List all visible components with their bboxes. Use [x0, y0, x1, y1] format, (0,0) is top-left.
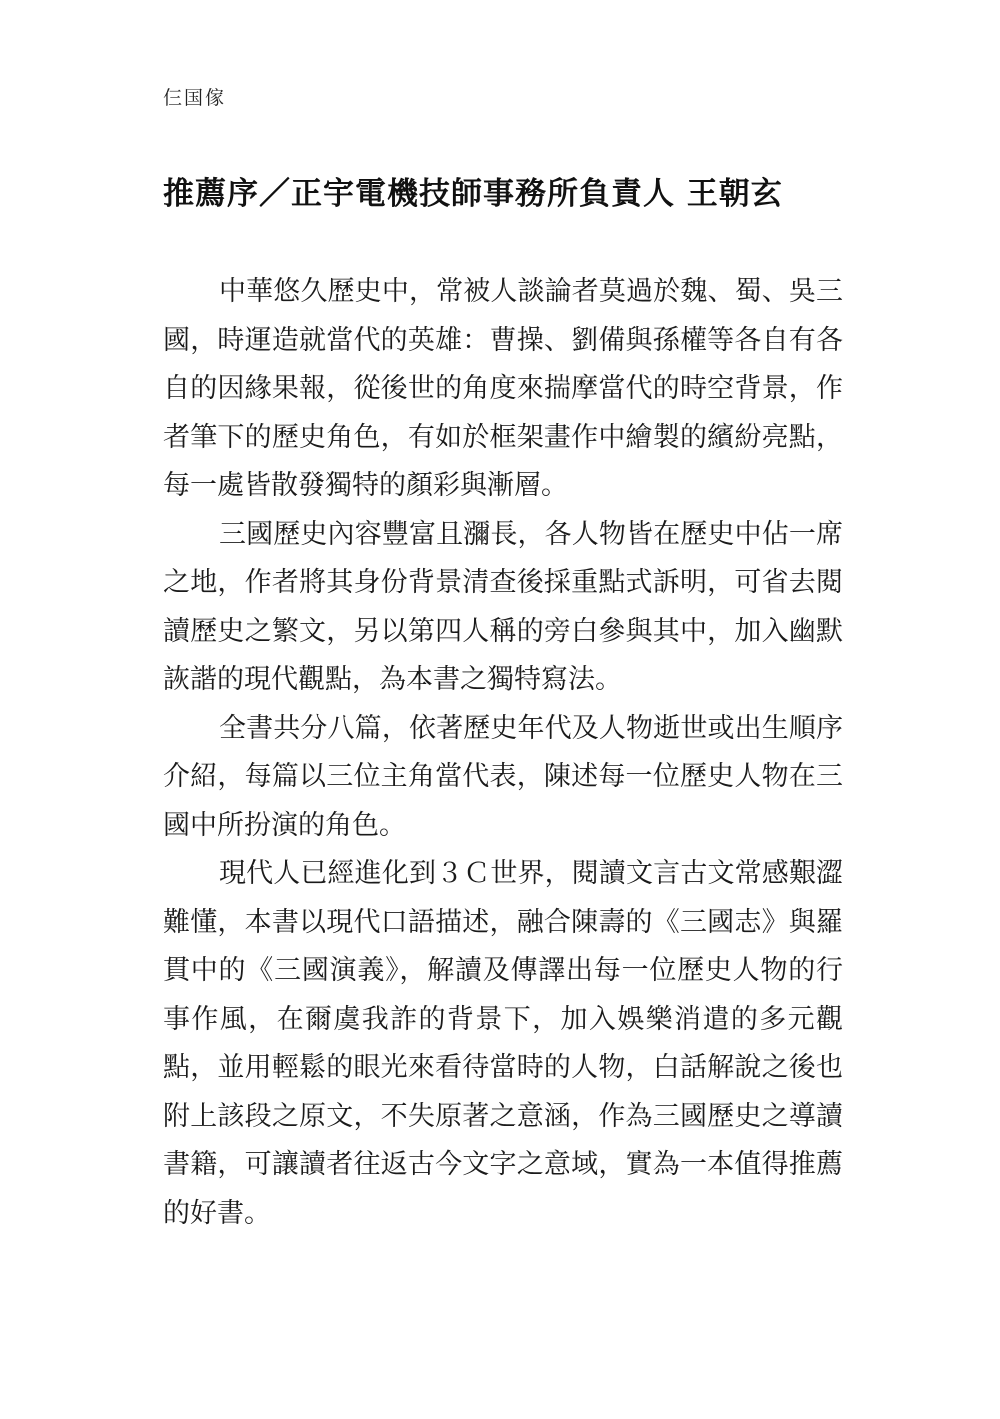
paragraph: 三國歷史內容豐富且瀰長，各人物皆在歷史中佔一席之地，作者將其身份背景清查後採重點式訴明，可省去閱讀歷史之繁文，另以第四人稱的旁白參與其中，加入幽默詼諧的現代觀點，為本書之獨特寫法。 — [163, 518, 843, 695]
running-header: 仨国傢 — [163, 87, 227, 109]
page-title: 推薦序／正宇電機技師事務所負責人 王朝玄 — [163, 176, 783, 212]
article-body — [163, 268, 843, 1238]
paragraph: 中華悠久歷史中，常被人談論者莫過於魏、蜀、吳三國，時運造就當代的英雄：曹操、劉備與孫權等各自有各自的因緣果報，從後世的角度來揣摩當代的時空背景，作者筆下的歷史角色，有如於框架畫作中繪製的繽紛亮點，每一處皆散發獨特的顏彩與漸層。 — [163, 276, 843, 501]
paragraph: 全書共分八篇，依著歷史年代及人物逝世或出生順序介紹，每篇以三位主角當代表，陳述每一位歷史人物在三國中所扮演的角色。 — [163, 712, 843, 841]
paragraph: 現代人已經進化到３Ｃ世界，閱讀文言古文常感艱澀難懂，本書以現代口語描述，融合陳壽的《三國志》與羅貫中的《三國演義》，解讀及傳譯出每一位歷史人物的行事作風，在爾虞我詐的背景下，加入娛樂消遣的多元觀點，並用輕鬆的眼光來看待當時的人物，白話解說之後也附上該段之原文，不失原著之意涵，作為三國歷史之導讀書籍，可讓讀者往返古今文字之意域，實為一本值得推薦的好書。 — [163, 858, 843, 1229]
